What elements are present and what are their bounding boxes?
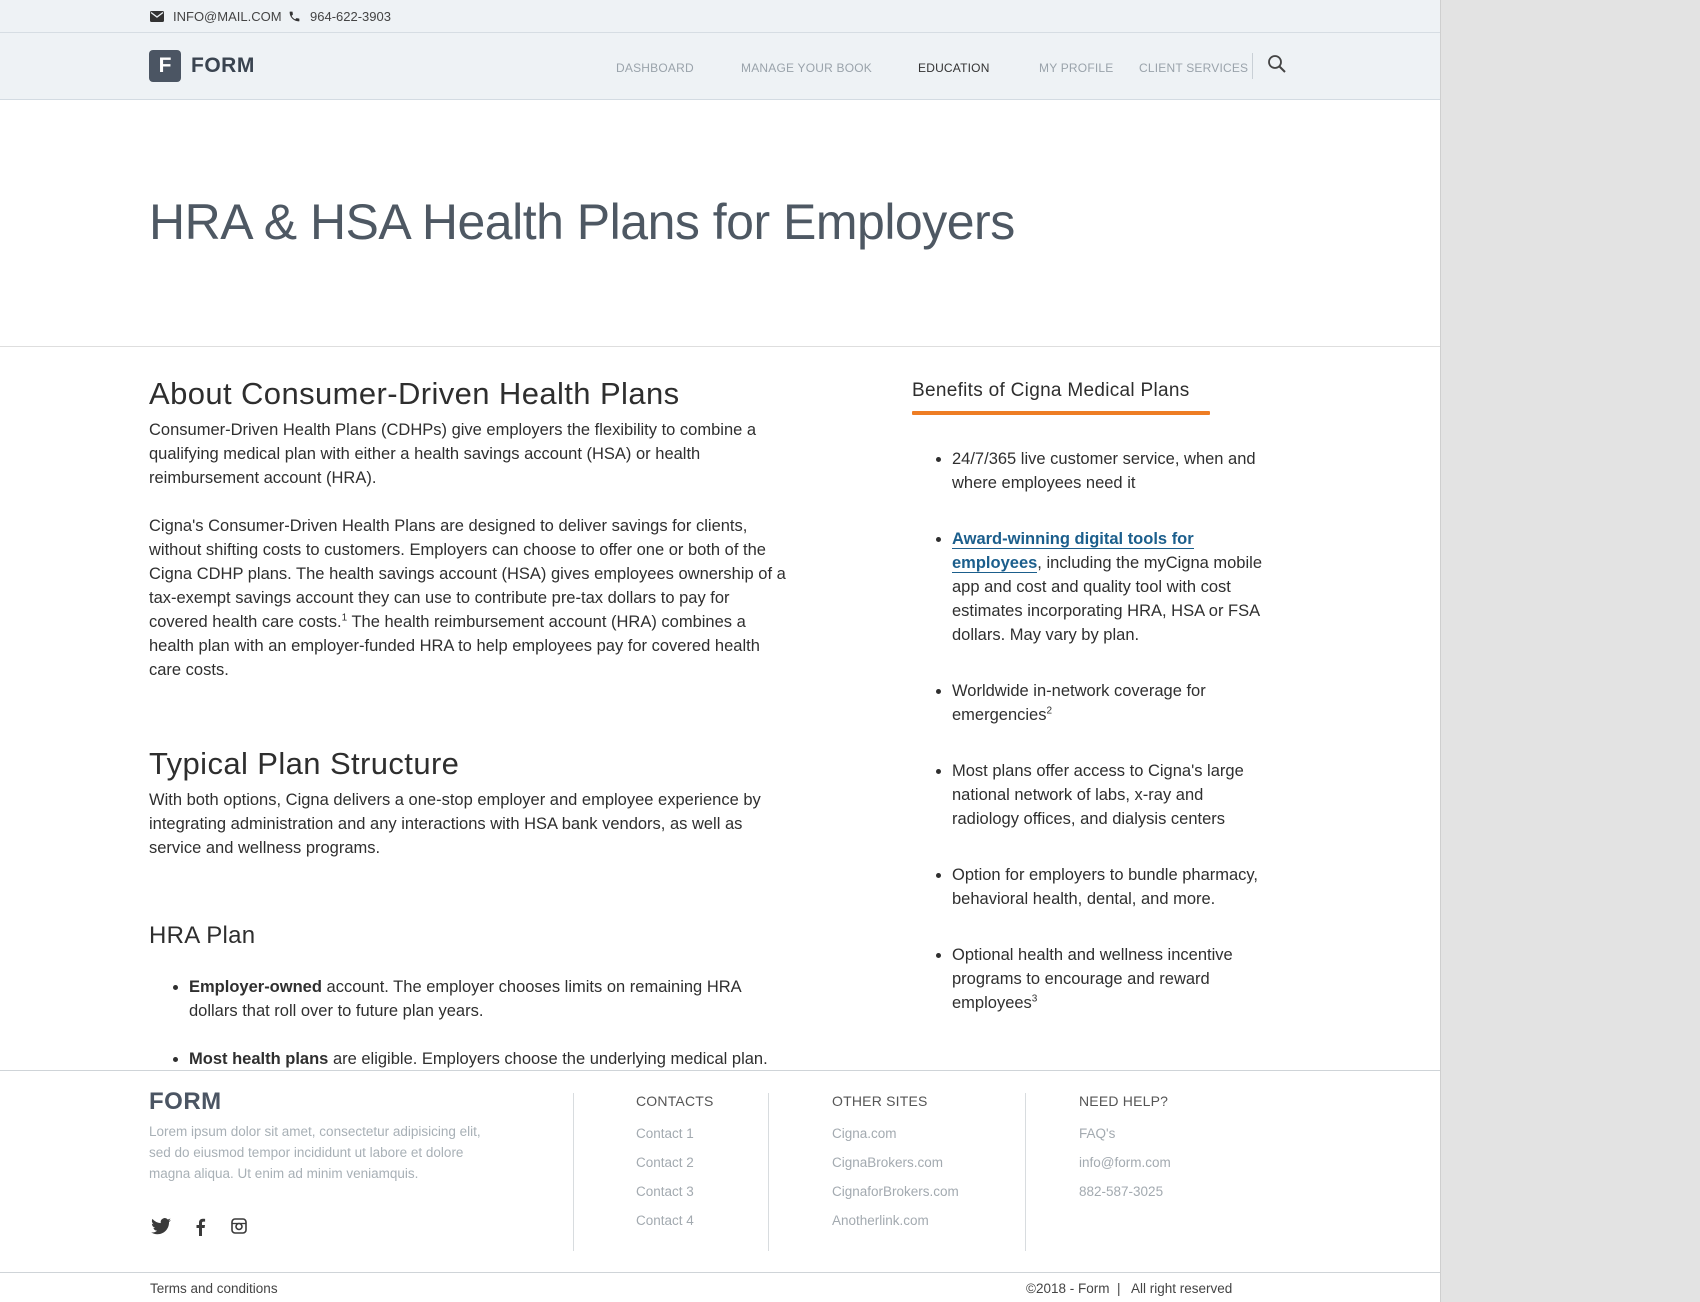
list-item: • 24/7/365 live customer service, when and where employees need it	[952, 447, 1272, 495]
footer-link-faq[interactable]: FAQ's	[1079, 1126, 1116, 1141]
digital-tools-link[interactable]: Award-winning digital tools for employees	[952, 530, 1194, 572]
main-content	[149, 376, 789, 1095]
list-item	[952, 943, 1272, 1015]
hra-plan-heading: HRA Plan	[149, 922, 256, 949]
footnote-3: 3	[1031, 993, 1038, 1005]
facebook-icon[interactable]	[195, 1218, 206, 1236]
nav-item-manage-your-book[interactable]: MANAGE YOUR BOOK	[741, 61, 873, 75]
page-title: HRA & HSA Health Plans for Employers	[149, 194, 1015, 250]
footer-other-sites-heading: OTHER SITES	[832, 1093, 928, 1109]
list-item	[189, 975, 789, 1023]
window-gutter	[1440, 0, 1700, 1302]
footer-divider	[768, 1093, 769, 1251]
footer-link-cignabrokers[interactable]: CignaBrokers.com	[832, 1155, 944, 1170]
footnote-1: 1	[341, 612, 348, 624]
hero-divider	[0, 346, 1440, 347]
footer-divider	[1025, 1093, 1026, 1251]
footer-other-sites	[832, 1093, 959, 1229]
footer-link-anotherlink[interactable]: Anotherlink.com	[832, 1213, 929, 1228]
benefits-heading-underline	[912, 411, 1210, 415]
footer-link-phone[interactable]: 882-587-3025	[1079, 1184, 1164, 1199]
nav-item-my-profile[interactable]: MY PROFILE	[1039, 61, 1114, 75]
list-item: • Most plans offer access to Cigna's large national network of labs, x-ray and radiology offices, and dialysis centers	[952, 759, 1272, 831]
nav-item-dashboard[interactable]: DASHBOARD	[616, 61, 694, 75]
footer-link-contact-4[interactable]: Contact 4	[636, 1213, 694, 1228]
footer-need-help	[1079, 1093, 1171, 1200]
terms-link[interactable]: Terms and conditions	[150, 1281, 278, 1296]
list-item-text: account. The employer chooses limits on remaining HRA dollars that roll over to future plan years.	[189, 978, 741, 1020]
about-paragraph-2-part-a: Cigna's Consumer-Driven Health Plans are designed to deliver savings for clients, without shifting costs to customers. Employers can choose to offer one or both of the Cigna CDHP plans. The health savings account (HSA) gives employees ownership of a tax-exempt savings account they can use to contribute pre-tax dollars to pay for covered health care costs.	[149, 517, 786, 631]
brand-logo[interactable]	[149, 50, 255, 82]
list-item: • Option for employers to bundle pharmacy, behavioral health, dental, and more.	[952, 863, 1272, 911]
site-footer	[0, 1070, 1440, 1302]
about-paragraph-2-part-b: The health reimbursement account (HRA) combines a health plan with an employer-funded HRA to help employees pay for covered health care costs.	[149, 613, 760, 679]
footer-link-contact-3[interactable]: Contact 3	[636, 1184, 694, 1199]
typical-plan-paragraph: With both options, Cigna delivers a one-stop employer and employee experience by integrating administration and any interactions with HSA bank vendors, as well as service and wellness programs.	[149, 791, 761, 857]
footer-contacts	[636, 1093, 714, 1229]
phone-icon	[288, 10, 301, 23]
search-icon[interactable]	[1267, 54, 1287, 74]
benefits-list	[912, 447, 1272, 1015]
about-heading: About Consumer-Driven Health Plans	[149, 376, 680, 411]
list-item	[952, 679, 1272, 727]
list-item-text: are eligible. Employers choose the underlying medical plan.	[328, 1050, 768, 1068]
list-item-text: Optional health and wellness incentive programs to encourage and reward employees	[952, 946, 1233, 1012]
nav-item-education[interactable]: EDUCATION	[918, 61, 990, 75]
footer-need-help-heading: NEED HELP?	[1079, 1093, 1169, 1109]
footer-logo[interactable]: FORM	[149, 1088, 222, 1115]
footer-link-email[interactable]: info@form.com	[1079, 1155, 1171, 1170]
topbar-email[interactable]	[150, 9, 282, 24]
logo-text: FORM	[191, 54, 255, 77]
instagram-icon[interactable]	[231, 1218, 247, 1234]
footer-description: Lorem ipsum dolor sit amet, consectetur adipisicing elit, sed do eiusmod tempor incididunt ut labore et dolore magna aliqua. Ut enim ad minim veniamquis.	[149, 1124, 481, 1181]
top-contact-bar	[0, 0, 1440, 33]
twitter-icon[interactable]	[150, 1218, 172, 1236]
about-paragraph-1: Consumer-Driven Health Plans (CDHPs) give employers the flexibility to combine a qualifying medical plan with either a health savings account (HSA) or health reimbursement account (HRA).	[149, 421, 757, 487]
footer-link-cigna[interactable]: Cigna.com	[832, 1126, 897, 1141]
footnote-2: 2	[1046, 705, 1053, 717]
footer-contacts-heading: CONTACTS	[636, 1093, 714, 1109]
hra-plan-list	[149, 975, 789, 1071]
list-item-text: , including the myCigna mobile app and cost and quality tool with cost estimates incorporating HRA, HSA or FSA dollars. May vary by plan.	[952, 554, 1262, 644]
about-paragraph-2	[149, 514, 789, 682]
topbar-phone[interactable]	[288, 9, 391, 24]
topbar-phone-text: 964-622-3903	[310, 9, 391, 24]
footer-link-cignaforbrokers[interactable]: CignaforBrokers.com	[832, 1184, 959, 1199]
benefits-sidebar	[912, 380, 1272, 1047]
list-item-bold: Most health plans	[189, 1050, 329, 1068]
typical-plan-heading: Typical Plan Structure	[149, 746, 460, 781]
nav-divider	[1252, 53, 1253, 79]
footer-link-contact-2[interactable]: Contact 2	[636, 1155, 694, 1170]
list-item	[952, 527, 1272, 647]
list-item	[189, 1047, 789, 1071]
footer-divider	[573, 1093, 574, 1251]
list-item-text: Worldwide in-network coverage for emergencies	[952, 682, 1206, 724]
footer-link-contact-1[interactable]: Contact 1	[636, 1126, 694, 1141]
main-navbar	[0, 33, 1440, 100]
mail-icon	[150, 11, 164, 22]
copyright-text: ©2018 - Form | All right reserved	[1026, 1281, 1233, 1296]
list-item-bold: Employer-owned	[189, 978, 322, 996]
topbar-email-text: INFO@MAIL.COM	[173, 9, 282, 24]
nav-item-client-services[interactable]: CLIENT SERVICES	[1139, 61, 1249, 75]
benefits-heading: Benefits of Cigna Medical Plans	[912, 380, 1190, 401]
logo-mark: F	[149, 50, 181, 82]
footer-bottom-divider	[0, 1272, 1440, 1273]
